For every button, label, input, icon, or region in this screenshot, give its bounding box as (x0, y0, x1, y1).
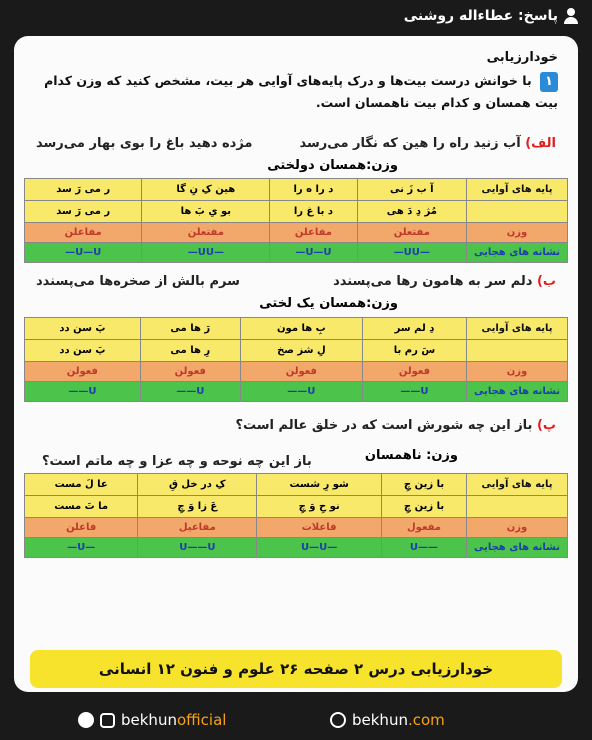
table-cell: ——U (381, 538, 466, 558)
table-cell: مفاعلن (25, 223, 142, 243)
question (28, 70, 558, 114)
table-cell: دِ لم سر (362, 318, 466, 340)
table-cell: U—— (140, 382, 240, 402)
table-cell: مفاعیل (138, 518, 257, 538)
table-row (25, 474, 568, 496)
table-cell: فعولن (140, 362, 240, 382)
table-cell: بِ ها مون (240, 318, 362, 340)
table-cell: رِ ها می (140, 340, 240, 362)
content-card (14, 36, 578, 692)
meter-be: وزن:همسان یک لختی (259, 296, 398, 311)
table-cell: —U— (25, 538, 138, 558)
table-cell: مفتعلن (142, 223, 270, 243)
social-handle[interactable] (78, 711, 226, 729)
table-row (25, 538, 568, 558)
table-cell: U——U (138, 538, 257, 558)
row-header: وزن (467, 362, 568, 382)
table-pe (24, 473, 568, 558)
table-cell: U—— (362, 382, 466, 402)
row-header: نشانه های هجایی (467, 538, 568, 558)
row-header: نشانه های هجایی (467, 382, 568, 402)
table-cell: بو یِ بَ ها (142, 201, 270, 223)
instagram-icon (100, 713, 115, 728)
verse-pe-right (235, 418, 556, 433)
label-alef: الف) (525, 136, 556, 151)
verse-alef-right-text: آب زنید راه را هین که نگار می‌رسد (299, 136, 521, 151)
table-cell: د با غ را (270, 201, 357, 223)
verse-be-right (333, 274, 556, 289)
answer-label (404, 8, 578, 24)
table-cell: —UU— (142, 243, 270, 263)
table-cell: فاعلن (25, 518, 138, 538)
table-cell: U—U— (270, 243, 357, 263)
label-pe: پ) (536, 418, 556, 433)
table-cell: فاعلات (257, 518, 382, 538)
table-cell: رَ ها می (140, 318, 240, 340)
table-cell: فعولن (240, 362, 362, 382)
verse-pe-left: باز این چه نوحه و چه عزا و چه ماتم است؟ (42, 454, 312, 469)
table-cell: نو حِ وَ چِ (257, 496, 382, 518)
meter-alef: وزن:همسان دولختی (267, 158, 398, 173)
table-cell: U—U— (25, 243, 142, 263)
table-cell: U—— (240, 382, 362, 402)
table-row (25, 243, 568, 263)
table-cell: د را ه را (270, 179, 357, 201)
answer-text: پاسخ: عطاءاله روشنی (403, 8, 558, 24)
table-cell: آ ب زَ نی (357, 179, 466, 201)
social-suffix: official (176, 711, 227, 729)
table-row (25, 318, 568, 340)
table-row (25, 362, 568, 382)
table-row (25, 496, 568, 518)
globe-icon (330, 712, 346, 728)
footer (0, 700, 592, 740)
table-cell: مفعول (381, 518, 466, 538)
table-cell: با زین چِ (381, 474, 466, 496)
question-number: ۱ (540, 72, 558, 92)
table-cell: فعولن (25, 362, 141, 382)
row-header: پایه های آوایی (467, 179, 568, 201)
question-text: با خوانش درست بیت‌ها و درک پایه‌های آوایی هر بیت، مشخص کنید که وزن کدام بیت همسان و کدام بیت ناهمسان است. (44, 73, 558, 110)
site-prefix: bekhun (352, 711, 408, 729)
label-be: ب) (536, 274, 556, 289)
table-row (25, 223, 568, 243)
table-be (24, 317, 568, 402)
table-cell: فعولن (362, 362, 466, 382)
table-cell: سَ رم با (362, 340, 466, 362)
user-icon (564, 8, 578, 24)
top-bar (0, 0, 592, 36)
lesson-banner: خودارزیابی درس ۲ صفحه ۲۶ علوم و فنون ۱۲ انسانی (30, 650, 562, 688)
table-cell: ر می رَ سد (25, 179, 142, 201)
row-header: نشانه های هجایی (467, 243, 568, 263)
table-row (25, 518, 568, 538)
table-row (25, 340, 568, 362)
table-cell: مفتعلن (357, 223, 466, 243)
row-header (467, 201, 568, 223)
table-cell: با زین چِ (381, 496, 466, 518)
verse-alef-right (300, 136, 556, 151)
table-cell: هین کِ نِ گا (142, 179, 270, 201)
verse-pe-right-text: باز این چه شورش است که در خلق عالم است؟ (235, 418, 533, 433)
row-header: پایه های آوایی (467, 474, 568, 496)
table-cell: مُژ دِ دَ هی (357, 201, 466, 223)
website-link[interactable] (330, 711, 445, 729)
meter-pe: وزن: ناهمسان (364, 448, 458, 463)
row-header (467, 496, 568, 518)
table-cell: پَ سن دد (25, 340, 141, 362)
site-suffix: .com (407, 711, 445, 729)
table-cell: —U—U (257, 538, 382, 558)
row-header: پایه های آوایی (467, 318, 568, 340)
table-cell: —UU— (357, 243, 466, 263)
row-header (467, 340, 568, 362)
row-header: وزن (467, 223, 568, 243)
table-cell: پَ سن دد (25, 318, 141, 340)
verse-be-left: سرم بالش از صخره‌ها می‌پسندد (36, 274, 240, 289)
table-row (25, 382, 568, 402)
table-cell: ر می رَ سد (25, 201, 142, 223)
table-cell: لِ شز صخ (240, 340, 362, 362)
social-prefix: bekhun (121, 711, 177, 729)
table-row (25, 179, 568, 201)
table-cell: عا لَ مست (25, 474, 138, 496)
table-cell: کِ در خل قِ (138, 474, 257, 496)
table-cell: ما تَ مست (25, 496, 138, 518)
verse-be-right-text: دلم سر به هامون رها می‌پسندد (333, 274, 533, 289)
table-row (25, 201, 568, 223)
table-cell: U—— (25, 382, 141, 402)
verse-alef-left: مژده دهید باغ را بوی بهار می‌رسد (36, 136, 253, 151)
row-header: وزن (467, 518, 568, 538)
telegram-icon (78, 712, 94, 728)
section-title: خودارزیابی (486, 50, 558, 65)
table-cell: شو رِ شست (257, 474, 382, 496)
table-cell: عَ زا وَ چِ (138, 496, 257, 518)
table-cell: مفاعلن (270, 223, 357, 243)
table-alef (24, 178, 568, 263)
